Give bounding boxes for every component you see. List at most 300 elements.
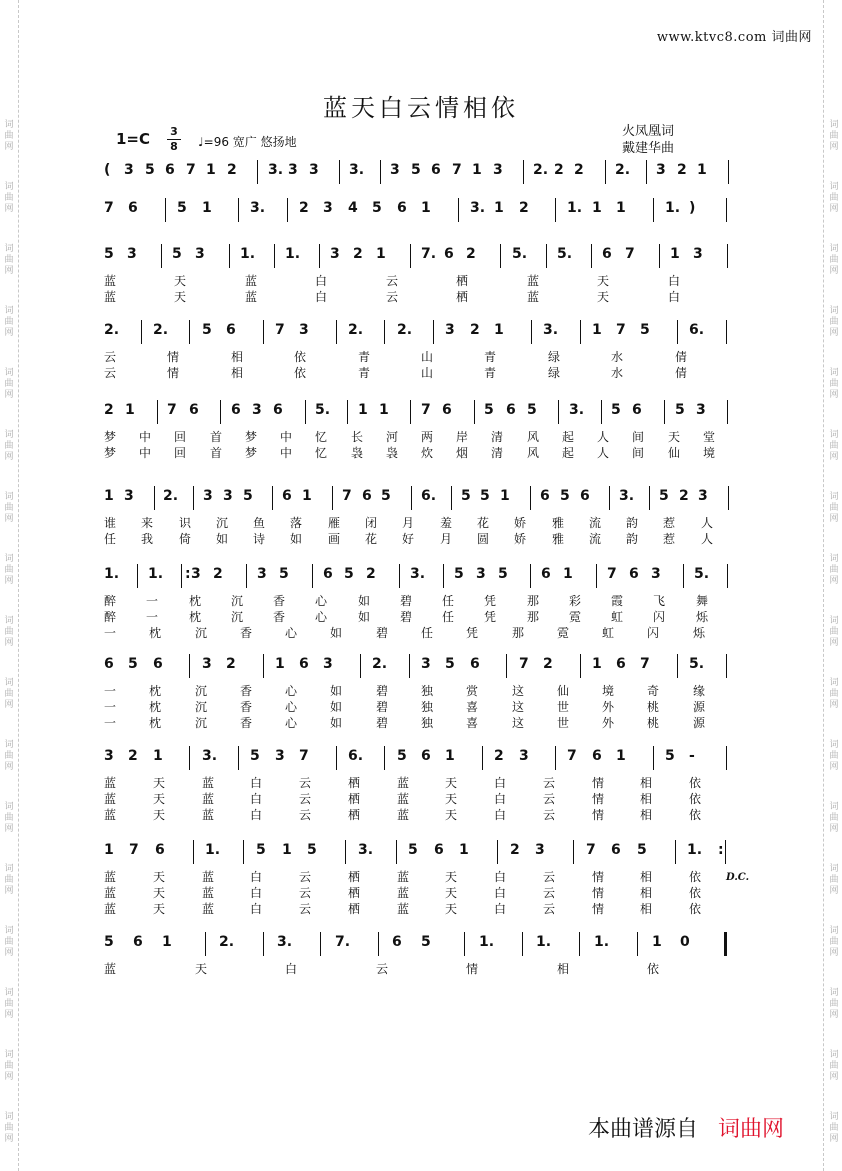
note: 2 (353, 246, 363, 262)
lyric-char: 枕 (149, 626, 162, 640)
lyric-char: 情 (167, 366, 180, 380)
side-watermark: 词 曲 网 (4, 740, 14, 772)
lyric-char: 桃 (647, 700, 660, 714)
lyric-char: 依 (294, 350, 307, 364)
note: 2. (533, 162, 549, 178)
note: 7 (186, 162, 196, 178)
barline (522, 932, 523, 956)
lyric-char: 韵 (626, 516, 639, 530)
note: 2 (543, 656, 553, 672)
lyric-char: 香 (240, 716, 253, 730)
barline (263, 932, 264, 956)
lyric-char: 云 (543, 902, 556, 916)
lyric-line (0, 444, 842, 460)
lyricist: 火凤凰词 (622, 124, 675, 139)
note: 3. (268, 162, 284, 178)
lyric-char: 碧 (400, 610, 413, 624)
barline (601, 400, 602, 424)
barline (193, 486, 194, 510)
barline (546, 244, 547, 268)
note: 1 (104, 842, 114, 858)
barline (637, 932, 638, 956)
lyric-line (0, 364, 842, 380)
lyric-char: 情 (466, 962, 479, 976)
note: 3 (698, 488, 708, 504)
barline (339, 160, 340, 184)
lyric-char: 山 (421, 350, 434, 364)
lyric-char: 回 (174, 430, 187, 444)
lyric-char: 枕 (149, 684, 162, 698)
lyric-char: 心 (315, 610, 328, 624)
lyric-char: 梦 (245, 446, 258, 460)
score-row (0, 934, 842, 974)
lyric-char: 这 (512, 684, 525, 698)
lyric-char: 诗 (253, 532, 266, 546)
lyric-char: 凭 (466, 626, 479, 640)
note: 6 (442, 402, 452, 418)
note: 1 (616, 748, 626, 764)
note: 3 (519, 748, 529, 764)
side-watermark: 词 曲 网 (4, 554, 14, 586)
note: 5 (659, 488, 669, 504)
note: 1 (421, 200, 431, 216)
lyric-char: 首 (210, 446, 223, 460)
note: 3 (476, 566, 486, 582)
footer-source (588, 1112, 784, 1143)
lyric-char: 水 (611, 366, 624, 380)
lyric-char: 蓝 (527, 290, 540, 304)
note: 6. (348, 748, 364, 764)
barline (312, 564, 313, 588)
lyric-char: 一 (146, 594, 159, 608)
barline (399, 564, 400, 588)
lyric-char: 任 (421, 626, 434, 640)
note: 3 (191, 566, 201, 582)
note: 5. (315, 402, 331, 418)
note: 5 (560, 488, 570, 504)
lyric-char: 依 (689, 776, 702, 790)
lyric-char: 蓝 (202, 776, 215, 790)
note: 1. (285, 246, 301, 262)
lyric-char: 相 (231, 350, 244, 364)
side-watermark: 词 曲 网 (829, 244, 839, 276)
barline (649, 486, 650, 510)
lyric-char: 情 (592, 808, 605, 822)
lyric-char: 喜 (466, 716, 479, 730)
lyric-char: 云 (376, 962, 389, 976)
barline (523, 160, 524, 184)
lyric-char: 雅 (552, 516, 565, 530)
note: 1 (104, 488, 114, 504)
composer: 戴建华曲 (622, 141, 675, 156)
note: 3 (127, 246, 137, 262)
lyric-char: 沉 (216, 516, 229, 530)
note: 6 (226, 322, 236, 338)
lyric-char: 中 (280, 430, 293, 444)
side-watermark: 词 曲 网 (829, 554, 839, 586)
lyric-char: 堂 (703, 430, 716, 444)
note: 5. (557, 246, 573, 262)
side-watermark: 词 曲 网 (4, 1112, 14, 1144)
lyric-char: 惹 (663, 516, 676, 530)
lyric-char: 枕 (189, 610, 202, 624)
note: 6 (470, 656, 480, 672)
barline (189, 654, 190, 678)
barline (243, 840, 244, 864)
note: 7 (519, 656, 529, 672)
lyric-char: 栖 (348, 870, 361, 884)
note: 5 (344, 566, 354, 582)
note: 2 (554, 162, 564, 178)
barline (500, 244, 501, 268)
note: 2 (213, 566, 223, 582)
side-watermark: 词 曲 网 (4, 120, 14, 152)
lyric-line (0, 884, 842, 900)
lyric-char: 天 (445, 870, 458, 884)
lyric-char: 心 (285, 716, 298, 730)
note: 1. (104, 566, 120, 582)
lyric-char: 栖 (456, 290, 469, 304)
lyric-char: 闪 (653, 610, 666, 624)
side-watermark: 词 曲 网 (4, 1050, 14, 1082)
note: 5 (454, 566, 464, 582)
lyric-char: 任 (442, 594, 455, 608)
note: 5 (640, 322, 650, 338)
note: 3. (250, 200, 266, 216)
lyric-char: 落 (290, 516, 303, 530)
lyric-char: 栖 (348, 808, 361, 822)
footer-prefix: 本曲谱源自 (588, 1117, 699, 1142)
lyric-char: 相 (640, 902, 653, 916)
lyric-char: 如 (216, 532, 229, 546)
barline (305, 400, 306, 424)
note: 6 (299, 656, 309, 672)
lyric-char: 白 (285, 962, 298, 976)
barline (274, 244, 275, 268)
side-watermark: 词 曲 网 (829, 120, 839, 152)
lyric-char: 蓝 (397, 902, 410, 916)
barline (411, 486, 412, 510)
lyric-char: 天 (445, 776, 458, 790)
lyric-char: 情 (167, 350, 180, 364)
lyric-char: 蓝 (104, 274, 117, 288)
barline (653, 198, 654, 222)
barline (530, 564, 531, 588)
barline (263, 320, 264, 344)
lyric-char: 起 (562, 430, 575, 444)
note: 6 (153, 656, 163, 672)
note: 1 (670, 246, 680, 262)
lyric-char: 河 (386, 430, 399, 444)
note: 2. (615, 162, 631, 178)
barline (246, 564, 247, 588)
barline (579, 932, 580, 956)
lyric-char: 识 (179, 516, 192, 530)
note: 6 (616, 656, 626, 672)
lyric-char: 烁 (696, 610, 709, 624)
note: 6 (592, 748, 602, 764)
note: 5 (637, 842, 647, 858)
lyric-char: 香 (240, 626, 253, 640)
note: 5 (243, 488, 253, 504)
note: ( (104, 162, 111, 178)
lyric-char: 奇 (647, 684, 660, 698)
lyric-char: 袅 (351, 446, 364, 460)
lyric-char: 水 (611, 350, 624, 364)
lyric-char: 蓝 (527, 274, 540, 288)
lyric-char: 鱼 (253, 516, 266, 530)
lyric-char: 长 (351, 430, 364, 444)
note: 7. (421, 246, 437, 262)
side-watermark: 词 曲 网 (829, 1112, 839, 1144)
note: 5 (397, 748, 407, 764)
note: 1. (594, 934, 610, 950)
lyric-char: 一 (104, 684, 117, 698)
note: 3. (358, 842, 374, 858)
score-row (0, 246, 842, 306)
lyric-char: 云 (299, 902, 312, 916)
note: 3 (309, 162, 319, 178)
barline (506, 654, 507, 678)
note: 3. (569, 402, 585, 418)
barline (165, 198, 166, 222)
note: 2 (519, 200, 529, 216)
barline (653, 746, 654, 770)
lyric-char: 白 (315, 274, 328, 288)
note: 2. (372, 656, 388, 672)
lyric-char: 蓝 (397, 792, 410, 806)
barline (555, 198, 556, 222)
lyric-char: 云 (104, 350, 117, 364)
note: 6 (540, 488, 550, 504)
lyric-char: 香 (273, 594, 286, 608)
lyric-char: 一 (104, 716, 117, 730)
note: 5 (145, 162, 155, 178)
lyric-line (0, 288, 842, 304)
lyric-char: 碧 (400, 594, 413, 608)
lyric-char: 情 (592, 792, 605, 806)
lyric-char: 蓝 (202, 792, 215, 806)
note: 6 (273, 402, 283, 418)
note: 0 (680, 934, 690, 950)
note: 2. (219, 934, 235, 950)
note: 5 (250, 748, 260, 764)
note: 6 (397, 200, 407, 216)
note: 1 (592, 656, 602, 672)
lyric-char: 白 (250, 776, 263, 790)
note: 2 (466, 246, 476, 262)
note: 3 (390, 162, 400, 178)
note: 1. (205, 842, 221, 858)
lyric-line (0, 514, 842, 530)
note: 3 (124, 162, 134, 178)
note: 1 (652, 934, 662, 950)
note: 2 (574, 162, 584, 178)
note: 3 (445, 322, 455, 338)
meter-top: 3 (170, 125, 178, 138)
lyric-char: 如 (330, 716, 343, 730)
barline (161, 244, 162, 268)
side-watermark: 词 曲 网 (4, 678, 14, 710)
lyric-char: 那 (527, 594, 540, 608)
lyric-char: 白 (250, 792, 263, 806)
note: 7 (167, 402, 177, 418)
lyric-char: 白 (250, 902, 263, 916)
note: 5. (689, 656, 705, 672)
note: 7 (616, 322, 626, 338)
note: 3 (535, 842, 545, 858)
lyric-char: 相 (640, 776, 653, 790)
side-watermark: 词 曲 网 (829, 182, 839, 214)
side-watermark: 词 曲 网 (829, 430, 839, 462)
lyric-char: 相 (640, 886, 653, 900)
lyric-char: 一 (104, 626, 117, 640)
side-watermark: 词 曲 网 (4, 182, 14, 214)
barline (580, 654, 581, 678)
note: 5 (411, 162, 421, 178)
lyric-char: 好 (402, 532, 415, 546)
barline (573, 840, 574, 864)
note: 3 (299, 322, 309, 338)
lyric-char: 依 (689, 792, 702, 806)
lyric-char: 回 (174, 446, 187, 460)
lyric-char: 流 (589, 516, 602, 530)
lyric-char: 枕 (149, 716, 162, 730)
lyric-char: 天 (174, 290, 187, 304)
lyric-char: 雅 (552, 532, 565, 546)
note: 7 (129, 842, 139, 858)
note: 7 (607, 566, 617, 582)
lyric-char: 那 (527, 610, 540, 624)
barline (458, 198, 459, 222)
lyric-char: 蓝 (202, 886, 215, 900)
note: 3. (349, 162, 365, 178)
note: 5 (279, 566, 289, 582)
side-watermark: 词 曲 网 (4, 368, 14, 400)
barline (189, 320, 190, 344)
barline (272, 486, 273, 510)
note: 3 (223, 488, 233, 504)
side-watermark: 词 曲 网 (829, 926, 839, 958)
lyric-char: 人 (701, 532, 714, 546)
lyric-char: 天 (445, 902, 458, 916)
note: 6 (632, 402, 642, 418)
lyric-char: 栖 (348, 776, 361, 790)
lyric-char: 白 (494, 776, 507, 790)
barline (646, 160, 647, 184)
side-watermark: 词 曲 网 (829, 616, 839, 648)
lyric-char: 蓝 (104, 902, 117, 916)
note: 3 (252, 402, 262, 418)
note: 3 (656, 162, 666, 178)
lyric-char: 彩 (569, 594, 582, 608)
note: 3. (619, 488, 635, 504)
lyric-char: 如 (330, 700, 343, 714)
lyric-char: 舞 (696, 594, 709, 608)
note: 3 (288, 162, 298, 178)
lyric-char: 蓝 (104, 886, 117, 900)
barline (141, 320, 142, 344)
score-row (0, 322, 842, 382)
barline (347, 400, 348, 424)
barline (220, 400, 221, 424)
note: 1 (616, 200, 626, 216)
note: 7 (625, 246, 635, 262)
barline (474, 400, 475, 424)
note: 3. (543, 322, 559, 338)
barline (605, 160, 606, 184)
note: 3 (323, 200, 333, 216)
note: 1 (302, 488, 312, 504)
lyric-char: 如 (330, 626, 343, 640)
lyric-line (0, 960, 842, 976)
lyric-char: 忆 (315, 446, 328, 460)
lyric-char: 霞 (611, 594, 624, 608)
note: 2 (299, 200, 309, 216)
lyric-line (0, 608, 842, 624)
lyric-char: 清 (491, 430, 504, 444)
note: 1 (162, 934, 172, 950)
note: - (689, 748, 695, 764)
lyric-char: 飞 (653, 594, 666, 608)
note: 5 (480, 488, 490, 504)
lyric-char: 依 (689, 808, 702, 822)
lyric-char: 花 (477, 516, 490, 530)
lyric-char: 沉 (195, 700, 208, 714)
lyric-char: 天 (174, 274, 187, 288)
lyric-char: 枕 (149, 700, 162, 714)
note: 4 (348, 200, 358, 216)
lyric-char: 依 (689, 886, 702, 900)
lyric-char: 月 (402, 516, 415, 530)
dc-marking: D.C. (726, 872, 750, 883)
note: 1. (687, 842, 703, 858)
barline (677, 654, 678, 678)
lyric-char: 人 (597, 446, 610, 460)
lyric-char: 依 (689, 870, 702, 884)
lyric-char: 绿 (548, 366, 561, 380)
lyric-char: 韵 (626, 532, 639, 546)
side-watermark: 词 曲 网 (829, 802, 839, 834)
note: 1 (592, 322, 602, 338)
note: 6 (323, 566, 333, 582)
lyric-line (0, 774, 842, 790)
note: 5 (202, 322, 212, 338)
barline (409, 654, 410, 678)
meter-bottom: 8 (170, 140, 178, 153)
lyric-line (0, 592, 842, 608)
note: 3 (693, 246, 703, 262)
note: ) (689, 200, 696, 216)
note: 5 (177, 200, 187, 216)
note: 5 (675, 402, 685, 418)
side-watermark: 词 曲 网 (4, 864, 14, 896)
barline (229, 244, 230, 268)
note: 2 (226, 656, 236, 672)
note: 6 (189, 402, 199, 418)
lyric-char: 蓝 (397, 776, 410, 790)
barline (726, 198, 727, 222)
side-watermark: 词 曲 网 (4, 244, 14, 276)
note: 7 (342, 488, 352, 504)
note: 1 (125, 402, 135, 418)
lyric-char: 相 (640, 870, 653, 884)
side-watermark: 词 曲 网 (4, 306, 14, 338)
lyric-char: 情 (592, 902, 605, 916)
note: 1 (494, 200, 504, 216)
lyric-char: 任 (104, 532, 117, 546)
score-row (0, 162, 842, 184)
